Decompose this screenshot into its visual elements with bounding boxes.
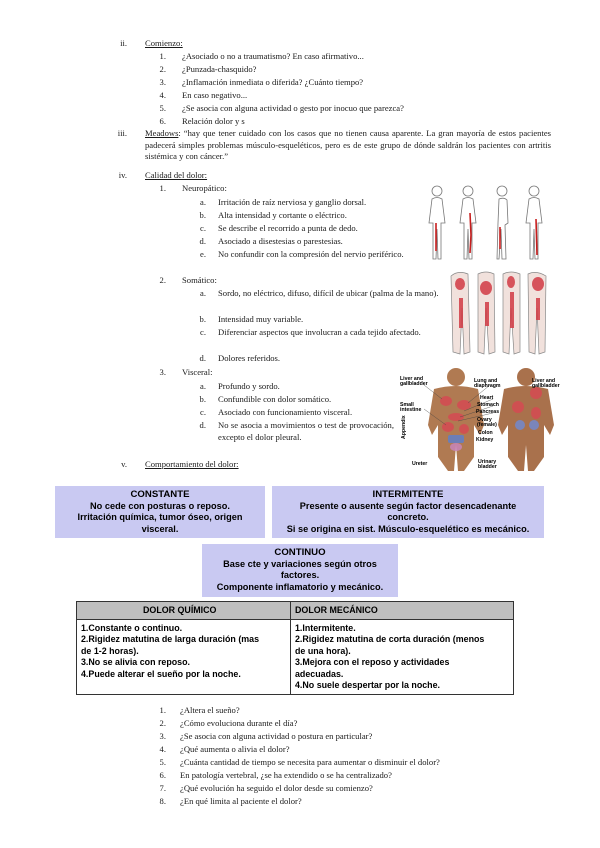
list-item: Intensidad muy variable. bbox=[218, 314, 304, 324]
roman-numeral: iii. bbox=[117, 128, 127, 138]
list-item: Alta intensidad y cortante o eléctrico. bbox=[218, 210, 347, 220]
list-item: ¿Qué aumenta o alivia el dolor? bbox=[180, 744, 290, 754]
roman-numeral: v. bbox=[121, 459, 127, 469]
table-divider bbox=[290, 602, 291, 694]
list-item: ¿Se asocia con alguna actividad o postura en particular? bbox=[180, 731, 373, 741]
list-item: Profundo y sordo. bbox=[218, 381, 280, 391]
table-cell-mecanico: 1.Intermitente. 2.Rigidez matutina de corta duración (menos de una hora). 3.Mejora con el reposo y actividades adecuadas. 4.No suele despertar por la noche. bbox=[295, 623, 485, 690]
label-kidney: Kidney bbox=[476, 437, 494, 443]
box-intermitente: INTERMITENTE Presente o ausente según factor desencadenante concreto. Si se origina en sist. Músculo-esquelético es mecánico. bbox=[272, 486, 544, 538]
group-label: Visceral: bbox=[182, 367, 213, 377]
list-item: Se describe el recorrido a punta de dedo. bbox=[218, 223, 358, 233]
roman-numeral: ii. bbox=[120, 38, 127, 48]
table-header: DOLOR MECÁNICO bbox=[291, 602, 513, 620]
label-urinary-bladder: Urinary bladder bbox=[478, 459, 497, 471]
section-title: Comportamiento del dolor: bbox=[145, 459, 239, 469]
list-item: Diferenciar aspectos que involucran a cada tejido afectado. bbox=[218, 327, 421, 337]
list-item: ¿Qué evolución ha seguido el dolor desde su comienzo? bbox=[180, 783, 373, 793]
label-lung-diaphragm: Lung and diaphragm bbox=[474, 378, 501, 390]
list-item: ¿Altera el sueño? bbox=[180, 705, 240, 715]
list-item: Confundible con dolor somático. bbox=[218, 394, 332, 404]
label-appendix: Appendix bbox=[401, 415, 407, 439]
list-item: Dolores referidos. bbox=[218, 353, 281, 363]
label-liver-gallbladder: Liver and gallbladder bbox=[400, 376, 428, 388]
list-item: Sordo, no eléctrico, difuso, difícil de ubicar (palma de la mano). bbox=[218, 288, 439, 298]
label-heart: Heart bbox=[480, 395, 494, 401]
list-item: ¿En qué limita al paciente el dolor? bbox=[180, 796, 302, 806]
table-cell-quimico: 1.Constante o continuo. 2.Rigidez matutina de larga duración (mas de 1-2 horas). 3.No se alivia con reposo. 4.Puede alterar el sueño por la noche. bbox=[81, 623, 260, 679]
list-item: ¿Cuánta cantidad de tiempo se necesita para aumentar o disminuir el dolor? bbox=[180, 757, 440, 767]
label-liver-gallbladder-back: Liver and gallbladder bbox=[532, 378, 560, 390]
section-title: Calidad del dolor: bbox=[145, 170, 208, 180]
table-header: DOLOR QUÍMICO bbox=[77, 602, 290, 620]
group-label: Neuropático: bbox=[182, 183, 227, 193]
label-stomach: Stomach bbox=[477, 402, 499, 408]
meadows-paragraph: Meadows: “hay que tener cuidado con los casos que no tienen causa aparente. La gran mayoría de estos pacientes padecerá simples problemas músculo-esqueléticos, pero es de este grupo de dónde saldrán los pacientes con artritis sistémica y con cáncer.” bbox=[145, 128, 551, 162]
list-item: Irritación de raíz nerviosa y ganglio dorsal. bbox=[218, 197, 367, 207]
label-ureter: Ureter bbox=[412, 461, 428, 467]
neuropathic-dermatome-figure bbox=[420, 183, 552, 263]
list-item: Asociado con funcionamiento visceral. bbox=[218, 407, 353, 417]
list-item: ¿Cómo evoluciona durante el día? bbox=[180, 718, 298, 728]
list-item: No se asocia a movimientos o test de provocación, excepto el dolor pleural. bbox=[218, 420, 394, 442]
list-item: En patología vertebral, ¿se ha extendido o se ha centralizado? bbox=[180, 770, 392, 780]
group-label: Somático: bbox=[182, 275, 217, 285]
label-pancreas: Pancreas bbox=[476, 409, 500, 415]
roman-numeral: iv. bbox=[118, 170, 127, 180]
label-small-intestine: Small intestine bbox=[400, 402, 422, 414]
pain-comparison-table bbox=[76, 601, 514, 695]
list-item: No confundir con la compresión del nervio periférico. bbox=[218, 249, 404, 259]
visceral-referred-pain-figure bbox=[398, 365, 558, 473]
somatic-referred-pain-figure bbox=[448, 268, 552, 358]
section-title: Comienzo: bbox=[145, 38, 183, 48]
label-colon: Colon bbox=[478, 430, 493, 436]
box-continuo: CONTINUO Base cte y variaciones según otros factores. Componente inflamatorio y mecánico. bbox=[202, 544, 398, 597]
box-constante: CONSTANTE No cede con posturas o reposo. Irritación química, tumor óseo, origen visceral. bbox=[55, 486, 265, 538]
label-ovary: Ovary (female) bbox=[477, 417, 497, 429]
list-item: Asociado a disestesias o parestesias. bbox=[218, 236, 343, 246]
